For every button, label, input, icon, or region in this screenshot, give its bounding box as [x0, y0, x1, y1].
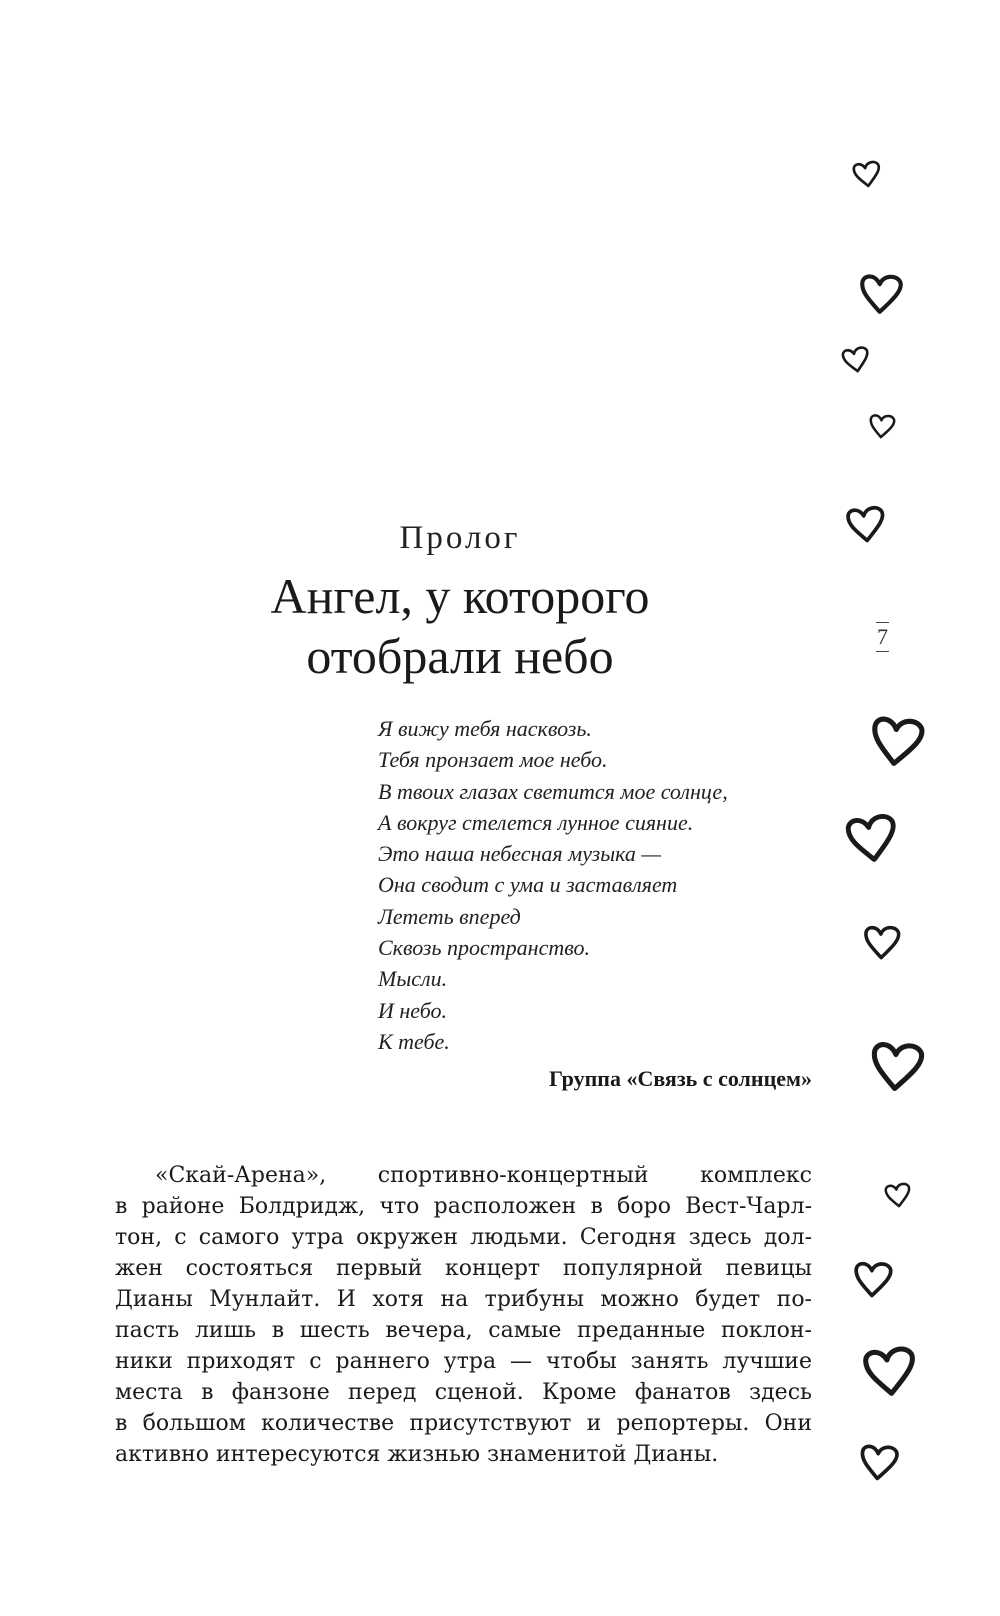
epigraph-line: Я вижу тебя насквозь. [378, 716, 592, 741]
epigraph-source: Группа «Связь с солнцем» [549, 1066, 812, 1091]
heart-outline-icon [858, 272, 904, 315]
body-line: «Скай-Арена», спортивно-концертный комплекс [155, 1163, 812, 1188]
epigraph-line: Мысли. [378, 966, 448, 992]
heart-outline-icon [858, 1443, 900, 1481]
epigraph-line: В твоих глазах светится мое солнце, [378, 778, 728, 804]
heart-outline-icon [845, 505, 887, 543]
heart-outline-icon [884, 1182, 912, 1208]
heart-outline-icon [852, 160, 882, 188]
chapter-title-line: Ангел, у которого [270, 568, 650, 624]
epigraph-line: Она сводит с ума и заставляет [378, 872, 678, 898]
heart-outline-icon [862, 924, 902, 960]
body-line: тон, с самого утра окружен людьми. Сегодня здесь дол- [115, 1225, 812, 1250]
heart-outline-icon [841, 346, 871, 373]
heart-outline-icon [868, 1040, 926, 1092]
body-line: места в фанзоне перед сценой. Кроме фанатов здесь [115, 1380, 812, 1405]
epigraph-line: К тебе. [378, 1028, 450, 1054]
heart-outline-icon [852, 1260, 894, 1298]
epigraph-line: Лететь вперед [378, 903, 521, 929]
epigraph [378, 713, 808, 1057]
epigraph-line: А вокруг стелется лунное сияние. [378, 809, 694, 835]
body-line: жен состояться первый концерт популярной певицы [115, 1256, 812, 1281]
body-line: в большом количестве присутствуют и репортеры. Они [115, 1411, 812, 1436]
heart-outline-icon [868, 413, 896, 439]
chapter-title-line: отобрали небо [306, 628, 614, 684]
body-line: в районе Болдридж, что расположен в боро Вест-Чарл- [115, 1194, 812, 1219]
body-line: пасть лишь в шесть вечера, самые преданные поклон- [115, 1318, 812, 1343]
body-line: активно интересуются жизнью знаменитой Дианы. [115, 1442, 719, 1467]
page-number: 7 [876, 622, 889, 652]
epigraph-line: Это наша небесная музыка — [378, 841, 661, 867]
heart-outline-icon [845, 813, 899, 863]
epigraph-line: Тебя пронзает мое небо. [378, 747, 608, 773]
body-line: Дианы Мунлайт. И хотя на трибуны можно будет по- [115, 1287, 812, 1312]
heart-outline-icon [862, 1345, 918, 1397]
epigraph-line: Сквозь пространство. [378, 935, 591, 961]
chapter-title [0, 566, 920, 686]
body-paragraph [115, 1160, 812, 1470]
body-line: ники приходят с раннего утра — чтобы занять лучшие [115, 1349, 812, 1374]
heart-outline-icon [868, 715, 926, 767]
chapter-label: Пролог [399, 520, 521, 556]
epigraph-line: И небо. [378, 997, 448, 1023]
